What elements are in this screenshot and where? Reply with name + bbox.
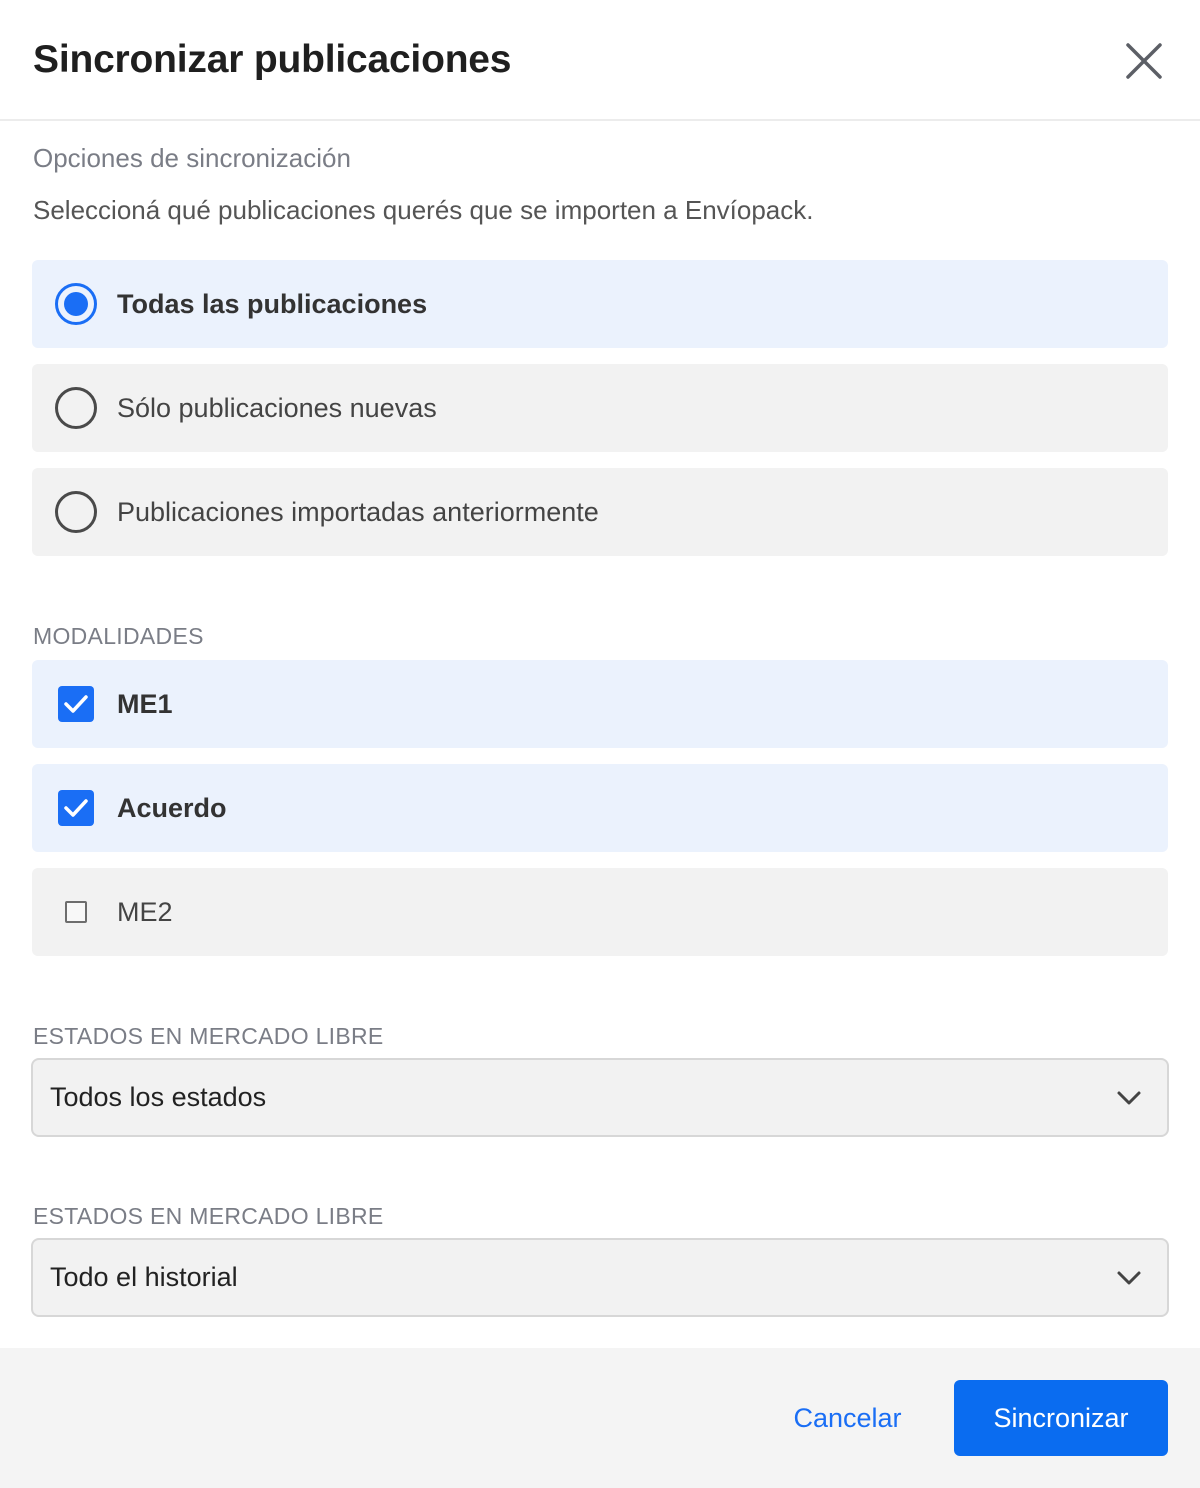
chevron-down-icon: [1115, 1264, 1143, 1292]
checkbox-option-me2[interactable]: [32, 868, 1168, 956]
dialog-header: [0, 0, 1200, 121]
dialog-title: Sincronizar publicaciones: [33, 38, 512, 81]
cancel-button[interactable]: Cancelar: [793, 1403, 902, 1433]
radio-unselected-icon[interactable]: [55, 387, 97, 429]
modalidades-label: MODALIDADES: [33, 623, 204, 649]
checkbox-checked-icon[interactable]: [58, 686, 94, 722]
checkbox-option-label: Acuerdo: [117, 793, 227, 823]
close-button[interactable]: [1118, 35, 1170, 87]
dialog-footer: [0, 1348, 1200, 1488]
checkbox-option-label: ME1: [117, 689, 173, 719]
radio-option-label: Sólo publicaciones nuevas: [117, 393, 437, 423]
historial-label: ESTADOS EN MERCADO LIBRE: [33, 1203, 384, 1229]
radio-option-new[interactable]: [32, 364, 1168, 452]
radio-option-imported[interactable]: [32, 468, 1168, 556]
radio-unselected-icon[interactable]: [55, 491, 97, 533]
estados-label: ESTADOS EN MERCADO LIBRE: [33, 1023, 384, 1049]
checkbox-option-label: ME2: [117, 897, 173, 927]
radio-option-label: Publicaciones importadas anteriormente: [117, 497, 599, 527]
estados-select-value: Todos los estados: [50, 1082, 267, 1112]
chevron-down-icon: [1115, 1084, 1143, 1112]
sync-options-title: Opciones de sincronización: [33, 143, 351, 173]
close-icon: [1124, 41, 1164, 81]
checkbox-option-me1[interactable]: [32, 660, 1168, 748]
radio-option-all[interactable]: [32, 260, 1168, 348]
checkbox-unchecked-icon[interactable]: [65, 901, 87, 923]
radio-selected-icon[interactable]: [55, 283, 97, 325]
checkbox-option-acuerdo[interactable]: [32, 764, 1168, 852]
sync-options-description: Seleccioná qué publicaciones querés que se importen a Envíopack.: [33, 195, 814, 225]
sync-button[interactable]: Sincronizar: [954, 1380, 1168, 1456]
radio-option-label: Todas las publicaciones: [117, 289, 428, 319]
historial-select[interactable]: [31, 1238, 1169, 1317]
checkbox-checked-icon[interactable]: [58, 790, 94, 826]
historial-select-value: Todo el historial: [50, 1262, 238, 1292]
estados-select[interactable]: [31, 1058, 1169, 1137]
